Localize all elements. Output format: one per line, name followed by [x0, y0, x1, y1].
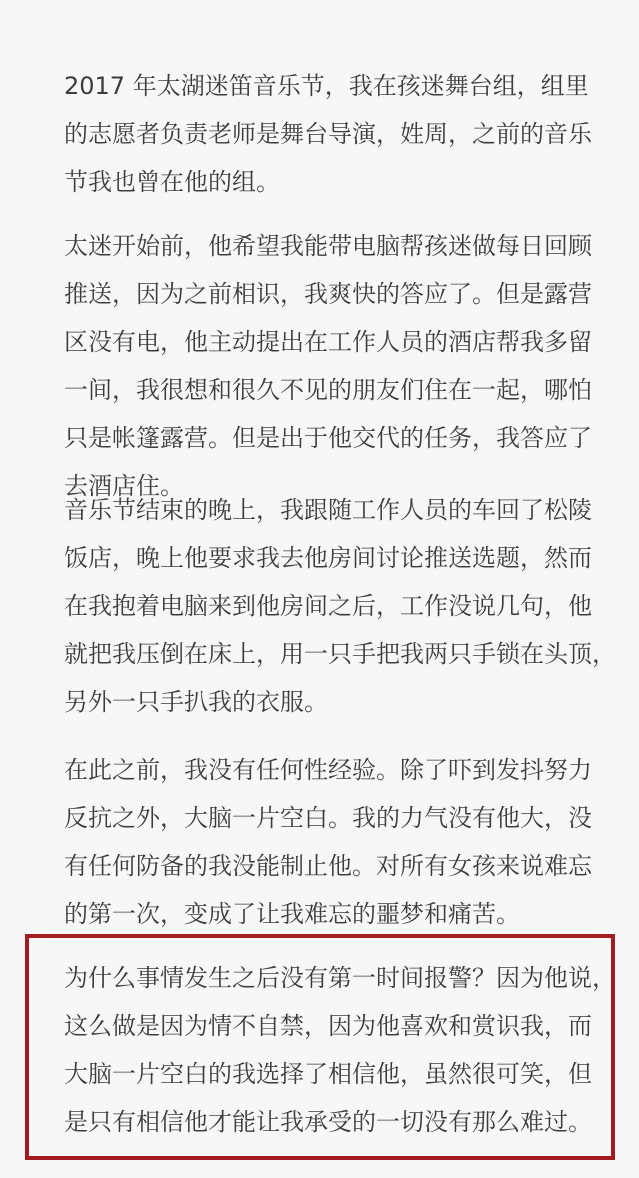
paragraph-line: 区没有电，他主动提出在工作人员的酒店帮我多留	[64, 328, 592, 356]
paragraph-line: 就把我压倒在床上，用一只手把我两只手锁在头顶，	[64, 640, 616, 668]
paragraph-3	[64, 486, 616, 726]
paragraph-line: 音乐节结束的晚上，我跟随工作人员的车回了松陵	[64, 496, 592, 524]
paragraph-line: 这么做是因为情不自禁，因为他喜欢和赏识我，而	[64, 1012, 592, 1040]
paragraph-line: 一间，我很想和很久不见的朋友们住在一起，哪怕	[64, 376, 592, 404]
paragraph-line: 2017 年太湖迷笛音乐节，我在孩迷舞台组，组里	[64, 72, 589, 100]
paragraph-line: 推送，因为之前相识，我爽快的答应了。但是露营	[64, 280, 592, 308]
paragraph-line: 大脑一片空白的我选择了相信他，虽然很可笑，但	[64, 1060, 592, 1088]
paragraph-line: 饭店，晚上他要求我去他房间讨论推送选题，然而	[64, 544, 592, 572]
paragraph-line: 反抗之外，大脑一片空白。我的力气没有他大，没	[64, 804, 592, 832]
paragraph-1	[64, 62, 592, 206]
paragraph-line: 节我也曾在他的组。	[64, 168, 280, 196]
paragraph-line: 是只有相信他才能让我承受的一切没有那么难过。	[64, 1108, 592, 1136]
paragraph-line: 为什么事情发生之后没有第一时间报警？因为他说，	[64, 964, 616, 992]
paragraph-line: 的志愿者负责老师是舞台导演，姓周，之前的音乐	[64, 120, 592, 148]
paragraph-line: 去酒店住。	[64, 472, 184, 500]
paragraph-4	[64, 746, 592, 938]
paragraph-line: 的第一次，变成了让我难忘的噩梦和痛苦。	[64, 900, 520, 928]
paragraph-line: 只是帐篷露营。但是出于他交代的任务，我答应了	[64, 424, 592, 452]
paragraph-line: 另外一只手扒我的衣服。	[64, 688, 328, 716]
paragraph-line: 有任何防备的我没能制止他。对所有女孩来说难忘	[64, 852, 592, 880]
paragraph-line: 太迷开始前，他希望我能带电脑帮孩迷做每日回顾	[64, 232, 592, 260]
paragraph-line: 在此之前，我没有任何性经验。除了吓到发抖努力	[64, 756, 592, 784]
paragraph-line: 在我抱着电脑来到他房间之后，工作没说几句，他	[64, 592, 592, 620]
paragraph-5-highlighted	[64, 954, 616, 1146]
